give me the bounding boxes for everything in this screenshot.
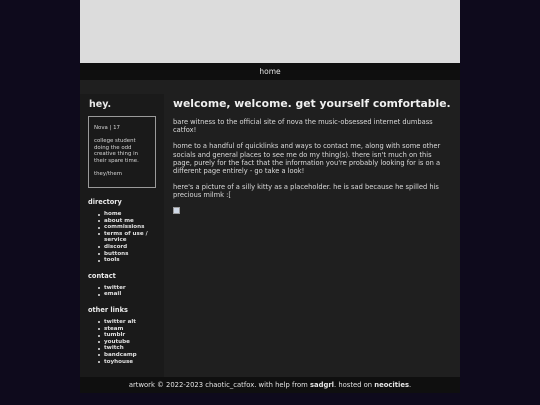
directory-link-terms[interactable]: terms of use / service: [98, 231, 156, 244]
nav-home-link[interactable]: home: [259, 67, 281, 76]
footer-period: .: [409, 381, 412, 389]
directory-heading: directory: [88, 198, 122, 206]
directory-link-commissions[interactable]: commissions: [98, 224, 156, 231]
other-link-twitch[interactable]: twitch: [98, 345, 156, 352]
main-content: [164, 94, 460, 377]
kitty-paragraph: here's a picture of a silly kitty as a placeholder. he is sad because he spilled his precious milmk :[: [173, 183, 439, 200]
profile-name: Nova | 17: [94, 125, 120, 131]
directory-link-buttons[interactable]: buttons: [98, 251, 156, 258]
page-container: [80, 0, 460, 393]
site-footer: [80, 377, 460, 393]
broken-image-icon: [173, 207, 180, 214]
other-link-steam[interactable]: steam: [98, 326, 156, 333]
footer-credit-text: artwork © 2022-2023 chaotic_catfox. with help from: [128, 381, 310, 389]
directory-link-discord[interactable]: discord: [98, 244, 156, 251]
nav-spacer: [80, 80, 460, 94]
directory-link-tools[interactable]: tools: [98, 257, 156, 264]
profile-pronouns: they/them: [94, 170, 122, 177]
profile-description: college student doing the odd creative thing in their spare time.: [94, 137, 139, 165]
profile-box: [88, 116, 156, 188]
contact-heading: contact: [88, 271, 116, 280]
other-link-bandcamp[interactable]: bandcamp: [98, 352, 156, 359]
other-links-list: [98, 319, 156, 365]
content-columns: [80, 94, 460, 377]
other-link-twitter-alt[interactable]: twitter alt: [98, 319, 156, 326]
directory-link-about-me[interactable]: about me: [98, 218, 156, 225]
sidebar: [80, 94, 164, 377]
other-link-youtube[interactable]: youtube: [98, 339, 156, 346]
contact-link-twitter[interactable]: twitter: [98, 285, 156, 292]
other-links-heading: other links: [88, 305, 128, 314]
header-banner: [80, 0, 460, 63]
other-link-toyhouse[interactable]: toyhouse: [98, 359, 156, 366]
footer-hosted-text: . hosted on: [334, 381, 375, 389]
footer-sadgrl-link[interactable]: sadgrl: [309, 381, 334, 389]
footer-neocities-link[interactable]: neocities: [374, 381, 409, 389]
welcome-heading: welcome, welcome. get yourself comfortable.: [173, 97, 451, 110]
about-paragraph: home to a handful of quicklinks and ways to contact me, along with some other socials and general places to see me do my thing(s). there isn't much on this page, purely for the fact that the information you're probably looking for is on a different page entirely - go take a look!: [173, 142, 441, 176]
contact-list: [98, 285, 156, 298]
intro-paragraph: bare witness to the official site of nova the music-obsessed internet dumbass catfox!: [173, 118, 433, 135]
contact-link-email[interactable]: email: [98, 291, 156, 298]
other-link-tumblr[interactable]: tumblr: [98, 332, 156, 339]
directory-list: [98, 211, 156, 264]
sidebar-title: hey.: [89, 99, 112, 110]
top-nav: [80, 63, 460, 80]
directory-link-home[interactable]: home: [98, 211, 156, 218]
